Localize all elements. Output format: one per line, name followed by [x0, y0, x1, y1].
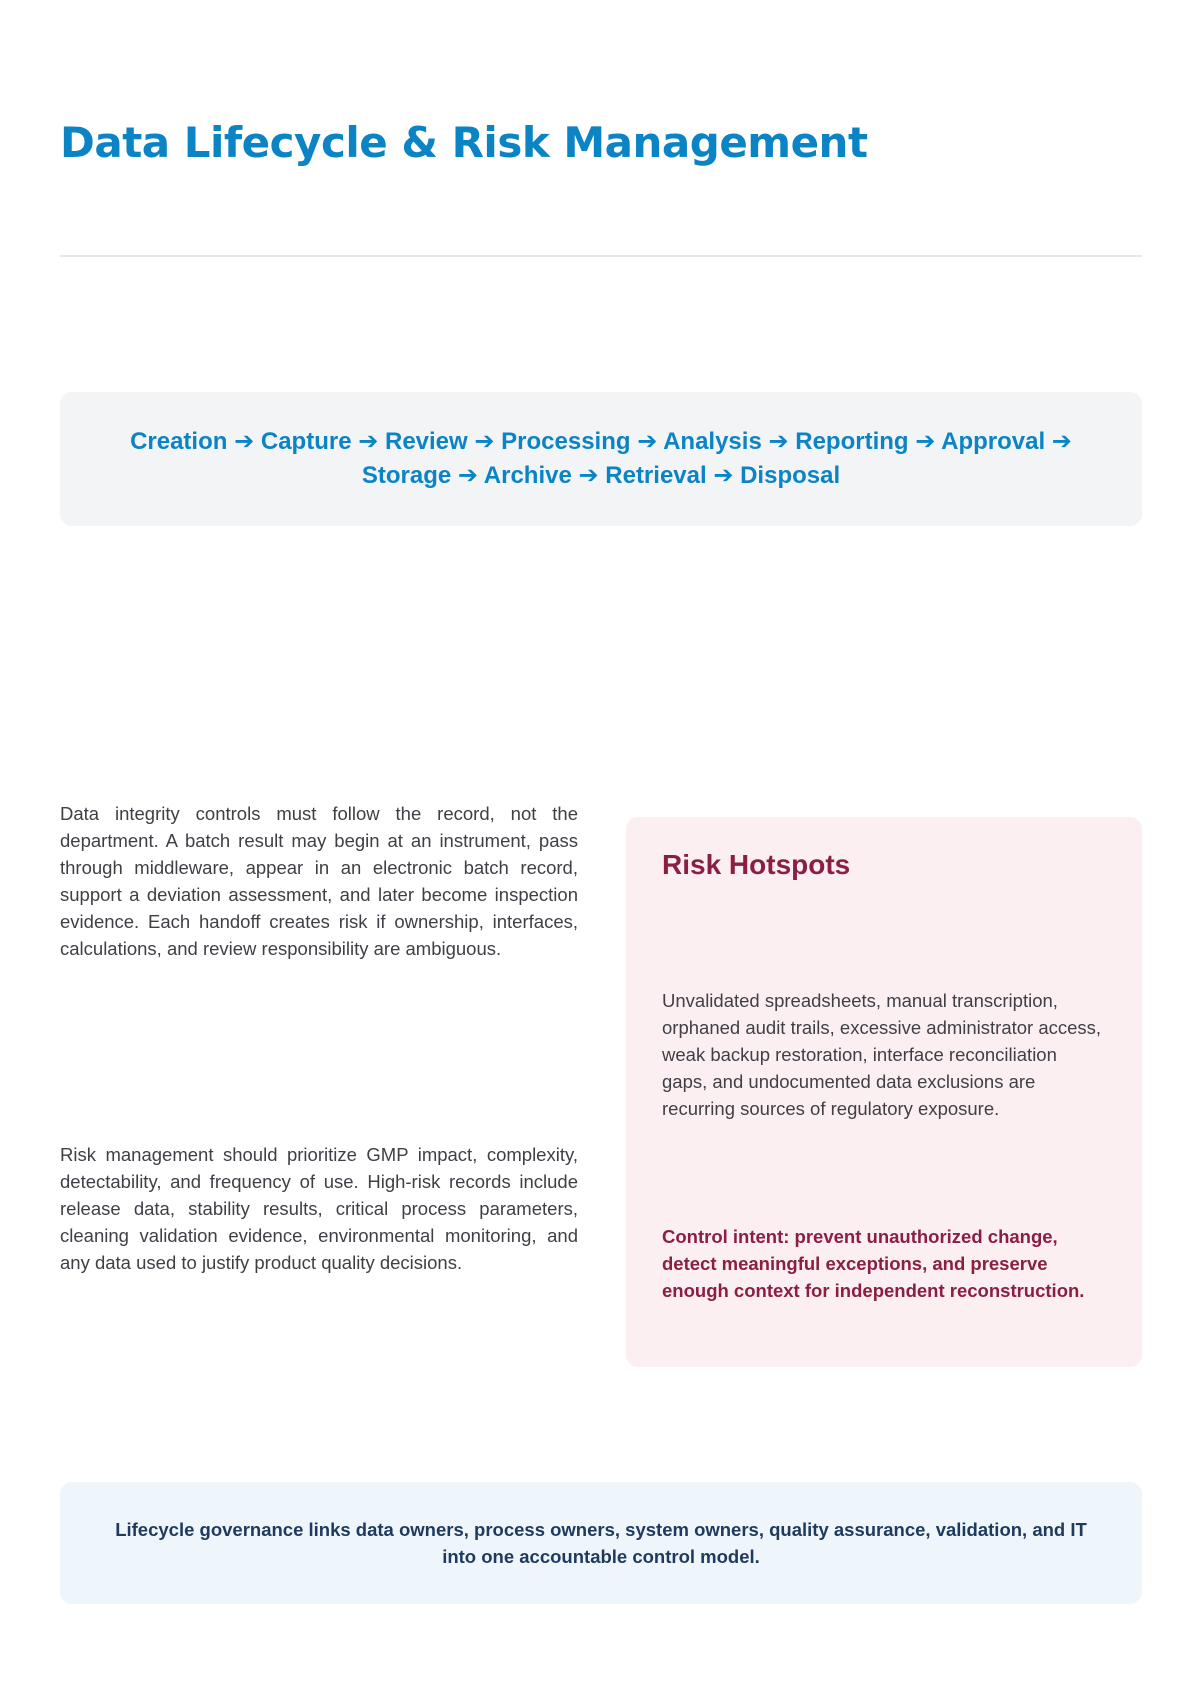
lifecycle-flow-box: [60, 392, 1142, 526]
risk-hotspots-body: Unvalidated spreadsheets, manual transcription, orphaned audit trails, excessive administrator access, weak backup restoration, interface reconciliation gaps, and undocumented data exclusions are recurring sources of regulatory exposure.: [662, 990, 1102, 1119]
governance-callout-text: Lifecycle governance links data owners, process owners, system owners, quality assurance, validation, and IT into one accountable control model.: [115, 1519, 1087, 1567]
body-paragraph-risk: Risk management should prioritize GMP impact, complexity, detectability, and frequency of use. High-risk records include release data, stability results, critical process parameters, cleaning validation evidence, environmental monitoring, and any data used to justify product quality decisions.: [60, 1144, 578, 1273]
title-divider: [60, 255, 1142, 257]
lifecycle-stages: Creation ➔ Capture ➔ Review ➔ Processing ➔ Analysis ➔ Reporting ➔ Approval ➔ Storage ➔ Archive ➔ Retrieval ➔ Disposal: [130, 428, 1072, 489]
body-paragraph-integrity: Data integrity controls must follow the record, not the department. A batch result may begin at an instrument, pass through middleware, appear in an electronic batch record, support a deviation assessment, and later become inspection evidence. Each handoff creates risk if ownership, interfaces, calculations, and review responsibility are ambiguous.: [60, 803, 578, 959]
control-intent-statement: Control intent: prevent unauthorized change, detect meaningful exceptions, and preserve enough context for independent reconstruction.: [662, 1226, 1085, 1301]
governance-callout: [60, 1482, 1142, 1604]
risk-hotspots-panel: [626, 817, 1142, 1367]
page-title: Data Lifecycle & Risk Management: [60, 118, 868, 167]
risk-hotspots-title: Risk Hotspots: [662, 849, 851, 880]
